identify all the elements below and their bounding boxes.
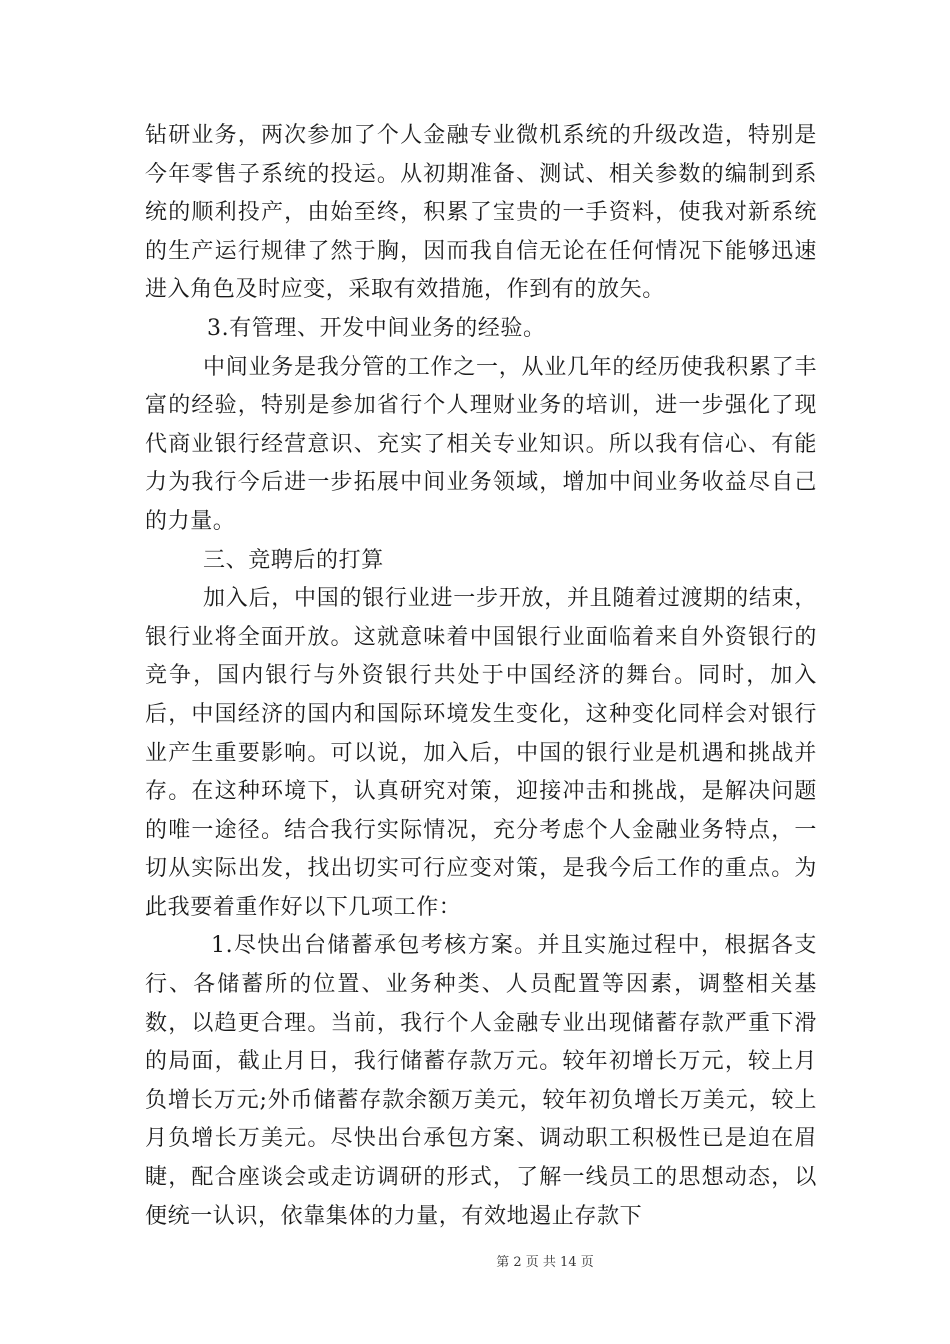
paragraph-continued: 钻研业务，两次参加了个人金融专业微机系统的升级改造，特别是今年零售子系统的投运。从初期准备、测试、相关参数的编制到系统的顺利投产，由始至终，积累了宝贵的一手资料，使我对新系统的生产运行规律了然于胸，因而我自信无论在任何情况下能够迅速进入角色及时应变，采取有效措施，作到有的放矢。 (145, 123, 817, 303)
page-number-footer: 第 2 页 共 14 页 (496, 1255, 594, 1270)
paragraph-item-1: 1.尽快出台储蓄承包考核方案。并且实施过程中，根据各支行、各储蓄所的位置、业务种类、人员配置等因素，调整相关基数，以趋更合理。当前，我行个人金融专业出现储蓄存款严重下滑的局面，截止月日，我行储蓄存款万元。较年初增长万元，较上月负增长万元;外币储蓄存款余额万美元，较年初负增长万美元，较上月负增长万美元。尽快出台承包方案、调动职工积极性已是迫在眉睫，配合座谈会或走访调研的形式，了解一线员工的思想动态，以便统一认识，依靠集体的力量，有效地遏止存款下 (145, 933, 817, 1229)
document-body (145, 117, 817, 1236)
paragraph-middle-business: 中间业务是我分管的工作之一，从业几年的经历使我积累了丰富的经验，特别是参加省行个人理财业务的培训，进一步强化了现代商业银行经营意识、充实了相关专业知识。所以我有信心、有能力为我行今后进一步拓展中间业务领域，增加中间业务收益尽自己的力量。 (145, 354, 817, 534)
heading-item-3: 3.有管理、开发中间业务的经验。 (207, 315, 546, 341)
section-heading-3: 三、竞聘后的打算 (203, 547, 384, 573)
paragraph-after-join: 加入后，中国的银行业进一步开放，并且随着过渡期的结束，银行业将全面开放。这就意味着中国银行业面临着来自外资银行的竞争，国内银行与外资银行共处于中国经济的舞台。同时，加入后，中国经济的国内和国际环境发生变化，这种变化同样会对银行业产生重要影响。可以说，加入后，中国的银行业是机遇和挑战并存。在这种环境下，认真研究对策，迎接冲击和挑战，是解决问题的唯一途径。结合我行实际情况，充分考虑个人金融业务特点，一切从实际出发，找出切实可行应变对策，是我今后工作的重点。为此我要着重作好以下几项工作： (145, 586, 817, 920)
